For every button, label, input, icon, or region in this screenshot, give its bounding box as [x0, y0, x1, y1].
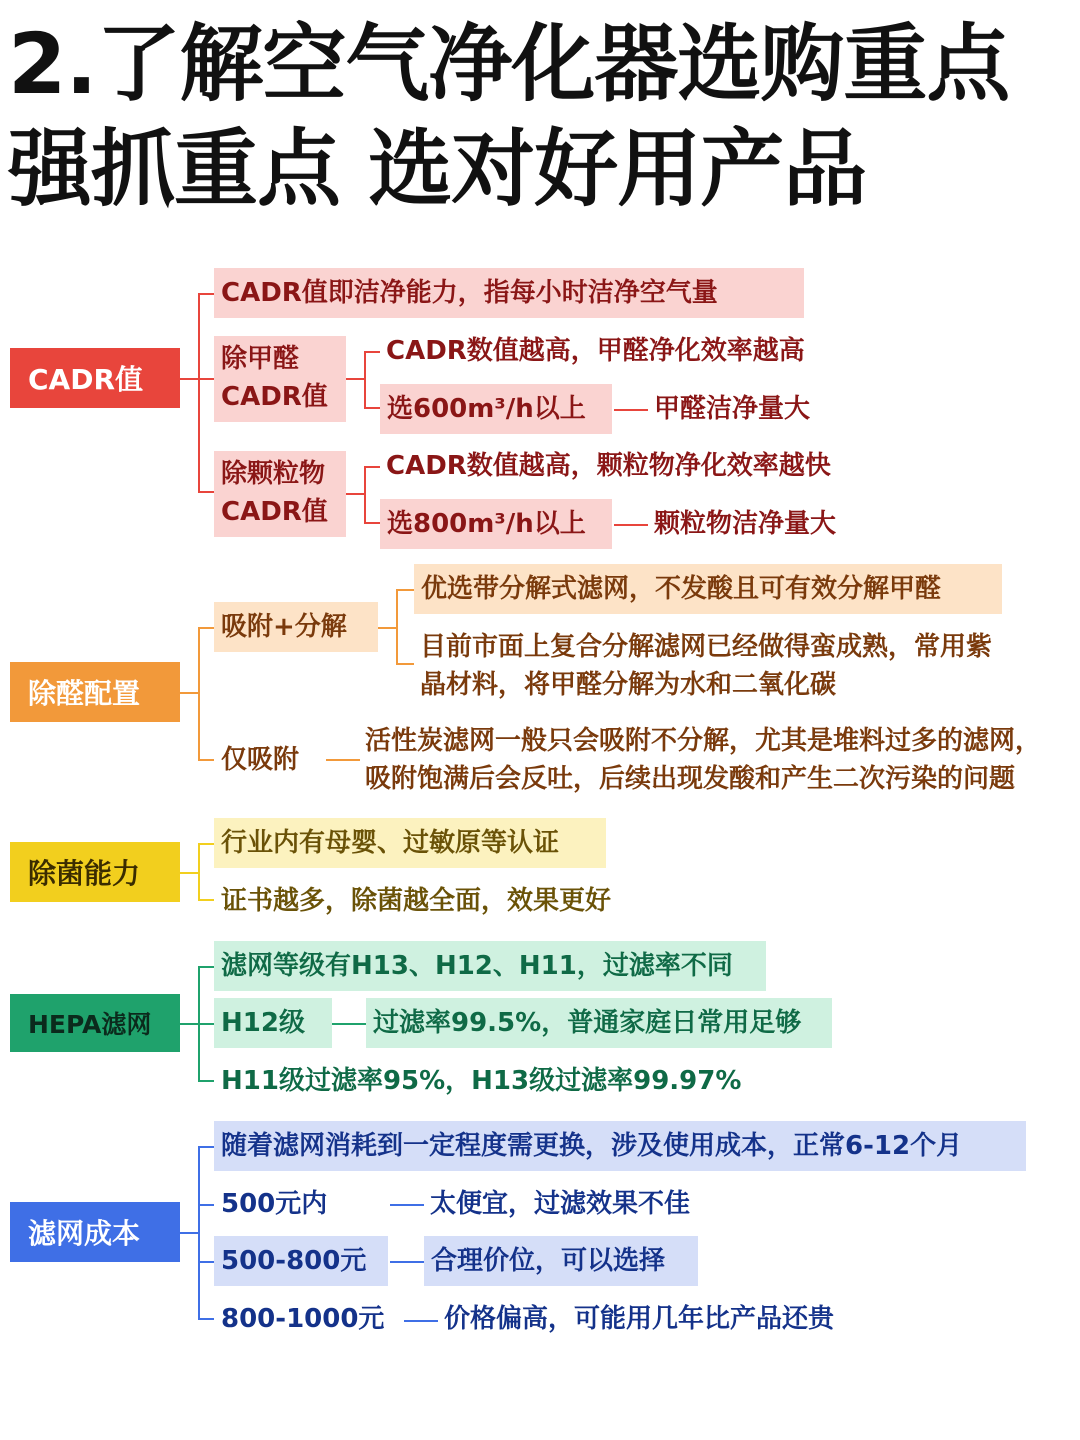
tier-1-dash — [390, 1204, 424, 1206]
hepa-point-3: H11级过滤率95%，H13级过滤率99.97% — [221, 1066, 742, 1096]
hepa-point-1: 滤网等级有H13、H12、H11，过滤率不同 — [214, 941, 766, 991]
formaldehyde-cadr-point: CADR数值越高，甲醛净化效率越高 — [386, 336, 805, 366]
tier-1-desc: 太便宜，过滤效果不佳 — [430, 1189, 691, 1219]
cost-branch-500-800 — [198, 1261, 214, 1263]
cadr-sub-bracket-1 — [364, 351, 380, 409]
tier-2-price: 500-800元 — [214, 1236, 388, 1286]
particle-result: 颗粒物洁净量大 — [654, 509, 837, 539]
adsorb-decompose-connector — [378, 627, 396, 629]
tier-3-price: 800-1000元 — [221, 1304, 385, 1334]
formaldehyde-result: 甲醛洁净量大 — [654, 394, 811, 424]
particle-cadr-label — [214, 451, 346, 537]
germ-connector — [180, 872, 198, 874]
h12-dash — [332, 1023, 366, 1025]
pick-800-dash — [614, 524, 648, 526]
cadr-sub-connector-1 — [346, 378, 364, 380]
pick-600-dash — [614, 409, 648, 411]
adsorb-decompose-point-2 — [420, 628, 992, 704]
cadr-definition: CADR值即洁净能力，指每小时洁净空气量 — [214, 268, 804, 318]
adsorb-only-desc-line-1: 活性炭滤网一般只会吸附不分解，尤其是堆料过多的滤网， — [365, 726, 1042, 756]
formaldehyde-cadr-label — [214, 336, 346, 422]
cost-category-label: 滤网成本 — [10, 1202, 180, 1262]
particle-cadr-label-line-1: 除颗粒物 — [221, 459, 326, 489]
cadr-category-label: CADR值 — [10, 348, 180, 408]
tier-3-dash — [404, 1320, 438, 1322]
aldehyde-category-label: 除醛配置 — [10, 662, 180, 722]
adsorb-only-dash — [326, 759, 360, 761]
tier-3-desc: 价格偏高，可能用几年比产品还贵 — [444, 1304, 835, 1334]
particle-cadr-point: CADR数值越高，颗粒物净化效率越快 — [386, 451, 831, 481]
particle-cadr-label-line-2: CADR值 — [221, 497, 328, 527]
aldehyde-bracket — [198, 627, 214, 761]
tier-2-dash — [390, 1261, 424, 1263]
cost-bracket — [198, 1146, 214, 1320]
cadr-sub-bracket-2 — [364, 466, 380, 524]
adsorb-decompose-point-1: 优选带分解式滤网，不发酸且可有效分解甲醛 — [414, 564, 1002, 614]
germ-point-2: 证书越多，除菌越全面，效果更好 — [221, 886, 612, 916]
adsorb-decompose-label: 吸附+分解 — [214, 602, 378, 652]
cadr-sub-connector-2 — [346, 493, 364, 495]
adsorb-only-desc — [365, 722, 1041, 798]
germ-bracket — [198, 843, 214, 901]
adsorb-decompose-point-2-line-2: 晶材料，将甲醛分解为水和二氧化碳 — [420, 670, 837, 700]
cost-connector — [180, 1232, 198, 1234]
formaldehyde-pick: 选600m³/h以上 — [380, 384, 612, 434]
adsorb-decompose-bracket — [396, 589, 414, 665]
hepa-branch-h12 — [198, 1023, 214, 1025]
germ-point-1: 行业内有母婴、过敏原等认证 — [214, 818, 606, 868]
h12-desc: 过滤率99.5%，普通家庭日常用足够 — [366, 998, 832, 1048]
adsorb-decompose-point-2-line-1: 目前市面上复合分解滤网已经做得蛮成熟，常用紫 — [420, 632, 993, 662]
cadr-connector — [180, 378, 198, 380]
cost-branch-500 — [198, 1204, 214, 1206]
adsorb-only-label: 仅吸附 — [221, 745, 300, 775]
cadr-bracket — [198, 293, 214, 493]
hepa-connector — [180, 1023, 198, 1025]
tier-1-price: 500元内 — [221, 1189, 328, 1219]
cadr-branch-formaldehyde — [198, 378, 214, 380]
adsorb-only-desc-line-2: 吸附饱满后会反吐，后续出现发酸和产生二次污染的问题 — [365, 764, 1016, 794]
formaldehyde-cadr-label-line-1: 除甲醛 — [221, 344, 300, 374]
particle-pick: 选800m³/h以上 — [380, 499, 612, 549]
page-title-line-1: 2.了解空气净化器选购重点 — [8, 15, 1010, 113]
germ-category-label: 除菌能力 — [10, 842, 180, 902]
hepa-category-label: HEPA滤网 — [10, 994, 180, 1052]
h12-label: H12级 — [214, 998, 332, 1048]
formaldehyde-cadr-label-line-2: CADR值 — [221, 382, 328, 412]
tier-2-desc: 合理价位，可以选择 — [424, 1236, 698, 1286]
cost-point-1: 随着滤网消耗到一定程度需更换，涉及使用成本，正常6-12个月 — [214, 1121, 1026, 1171]
page-title-line-2: 强抓重点 选对好用产品 — [8, 120, 867, 218]
aldehyde-connector — [180, 692, 198, 694]
